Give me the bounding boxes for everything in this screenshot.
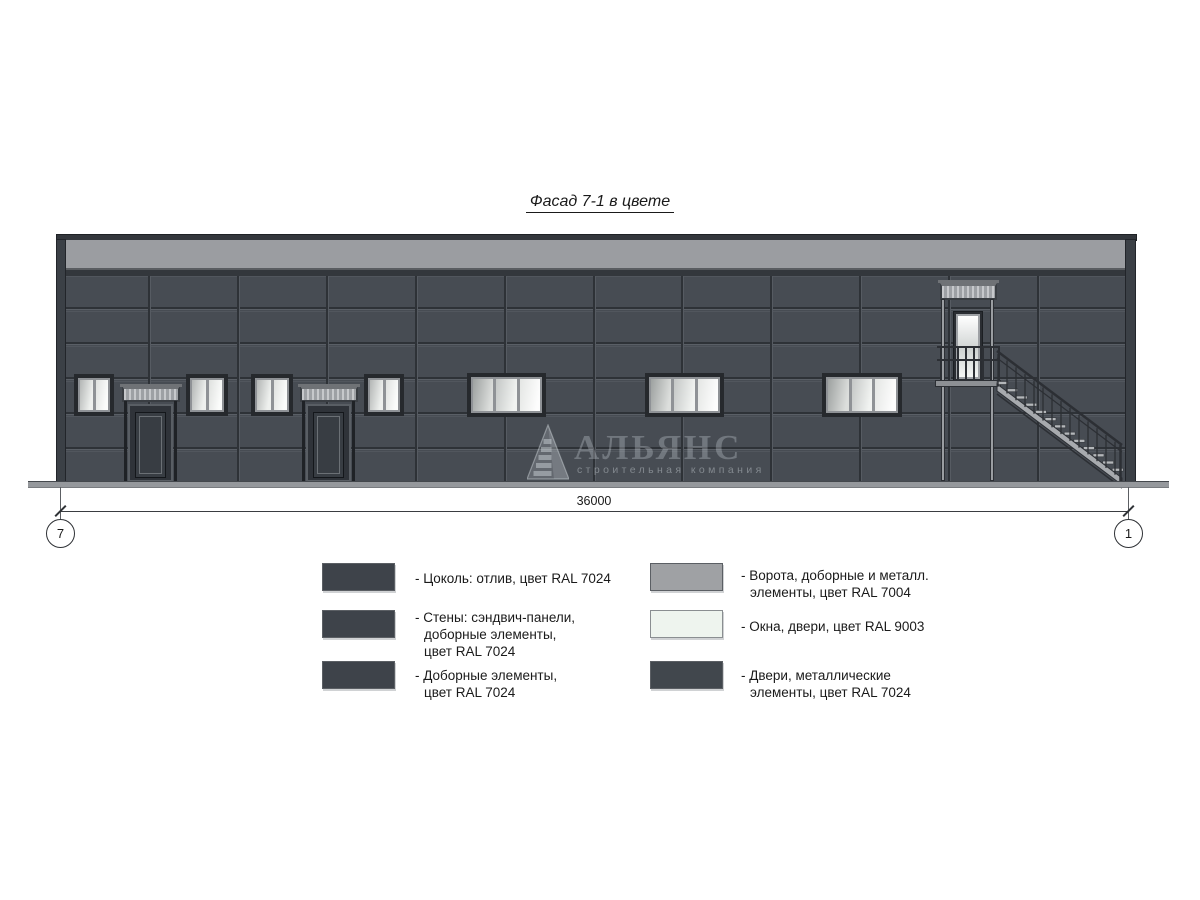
canopy-post-left <box>124 401 127 482</box>
window-pane <box>496 379 516 411</box>
window-frame-inner <box>368 378 400 412</box>
stair-tread <box>1026 403 1037 406</box>
window-frame-inner <box>255 378 289 412</box>
parapet-band-ral7004 <box>63 240 1125 270</box>
window-pane <box>386 380 399 410</box>
legend-swatch-right-0 <box>650 563 723 591</box>
legend-label-left-2 <box>415 667 557 701</box>
grid-axis-label-7: 7 <box>56 526 65 541</box>
window-frame-inner <box>826 377 898 413</box>
window-pane <box>370 380 383 410</box>
window-pane <box>651 379 671 411</box>
legend-label-line: - Стены: сэндвич-панели, <box>415 610 576 625</box>
legend-label-line: элементы, цвет RAL 7024 <box>750 685 911 700</box>
legend-label-line: цвет RAL 7024 <box>424 685 516 700</box>
watermark-company-subtitle: строительная компания <box>577 464 765 476</box>
legend-swatch-left-2 <box>322 661 395 689</box>
window-pane <box>674 379 694 411</box>
legend-swatch-left-1 <box>322 610 395 638</box>
legend-label-line: - Окна, двери, цвет RAL 9003 <box>741 619 925 634</box>
window-pane <box>80 380 93 410</box>
dimension-value: 36000 <box>576 494 612 508</box>
door-canopy-cap <box>120 384 182 387</box>
stair-tread <box>1103 461 1114 464</box>
legend-label-left-1 <box>415 609 575 660</box>
window-frame-inner <box>649 377 720 413</box>
window-pane <box>209 380 223 410</box>
stair-tread <box>1045 418 1056 421</box>
window-3pane <box>467 373 546 417</box>
legend-swatch-left-0 <box>322 563 395 591</box>
grid-axis-label-1: 1 <box>1124 526 1133 541</box>
canopy-post-right <box>352 401 355 482</box>
legend-label-line: доборные элементы, <box>424 627 557 642</box>
window-2pane <box>251 374 293 416</box>
canopy-post-left <box>302 401 305 482</box>
stair-tread <box>1035 410 1046 413</box>
legend-label-line: - Цоколь: отлив, цвет RAL 7024 <box>415 571 611 586</box>
legend-label-line: цвет RAL 7024 <box>424 644 516 659</box>
grid-axis-bubble-1 <box>1114 519 1143 548</box>
legend-swatch-right-1 <box>650 610 723 638</box>
stair-tread <box>1055 425 1066 428</box>
entrance-door <box>128 404 173 482</box>
entrance-door-leaf <box>313 412 344 478</box>
stair-tread <box>997 382 1008 385</box>
legend-label-right-1 <box>741 618 924 635</box>
extension-line-right <box>1128 487 1129 519</box>
window-pane <box>828 379 849 411</box>
building-left-corner-trim <box>56 239 66 484</box>
window-pane <box>852 379 873 411</box>
stair-tread <box>1093 454 1104 457</box>
window-pane <box>698 379 718 411</box>
window-2pane <box>186 374 228 416</box>
legend-label-left-0 <box>415 570 611 587</box>
window-pane <box>473 379 493 411</box>
panel-joint-vertical <box>415 276 418 481</box>
stair-stringer-lower <box>997 394 1122 488</box>
legend-label-line: элементы, цвет RAL 7004 <box>750 585 911 600</box>
watermark-company-name: АЛЬЯНС <box>574 428 743 467</box>
grid-axis-bubble-7 <box>46 519 75 548</box>
drawing-title: Фасад 7-1 в цвете <box>0 193 1200 211</box>
window-2pane <box>364 374 404 416</box>
legend-label-line: - Ворота, доборные и металл. <box>741 568 929 583</box>
legend-label-line: - Доборные элементы, <box>415 668 558 683</box>
window-frame-inner <box>190 378 224 412</box>
entrance-door-leaf <box>135 412 166 478</box>
legend-label-right-0 <box>741 567 929 601</box>
window-pane <box>96 380 109 410</box>
window-pane <box>192 380 206 410</box>
legend-label-right-2 <box>741 667 911 701</box>
legend-label-line: - Двери, металлические <box>741 668 891 683</box>
window-2pane <box>74 374 114 416</box>
door-canopy-cap <box>298 384 360 387</box>
window-3pane <box>822 373 902 417</box>
window-pane <box>274 380 288 410</box>
legend-swatch-right-2 <box>650 661 723 689</box>
window-frame-inner <box>78 378 110 412</box>
window-pane <box>520 379 540 411</box>
canopy-post-right <box>174 401 177 482</box>
window-pane <box>875 379 896 411</box>
entrance-door <box>306 404 351 482</box>
panel-joint-vertical <box>770 276 773 481</box>
window-pane <box>257 380 271 410</box>
alliance-pyramid-logo-icon <box>527 424 569 480</box>
door-canopy <box>122 386 180 402</box>
external-staircase <box>930 268 1136 490</box>
door-canopy <box>300 386 358 402</box>
window-3pane <box>645 373 724 417</box>
window-frame-inner <box>471 377 542 413</box>
panel-joint-vertical <box>237 276 240 481</box>
plinth-strip <box>28 481 1169 488</box>
dimension-line <box>60 511 1128 512</box>
stair-tread <box>1083 447 1094 450</box>
